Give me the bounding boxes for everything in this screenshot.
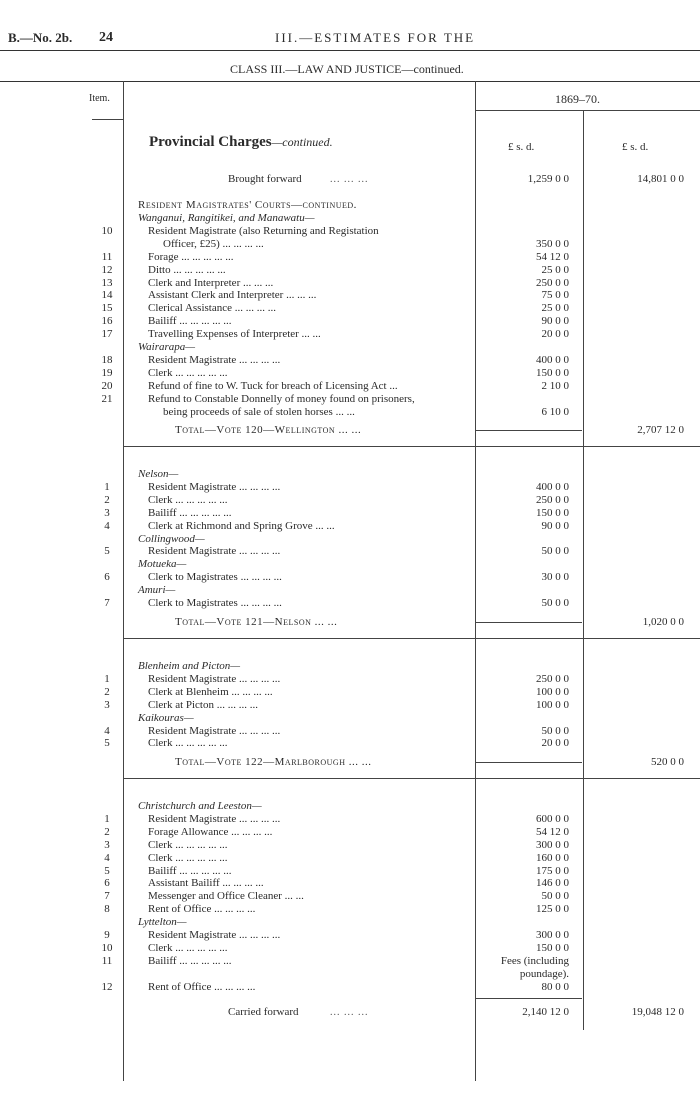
currency-header-right: £ s. d. bbox=[622, 141, 649, 153]
item-amount: 400 0 0 bbox=[536, 480, 569, 493]
item-description: Resident Magistrate ... ... ... ... bbox=[148, 929, 281, 941]
item-description: Forage ... ... ... ... ... bbox=[148, 250, 234, 263]
table-row bbox=[0, 380, 700, 393]
table-row bbox=[0, 865, 700, 878]
item-description: Resident Magistrate ... ... ... ... bbox=[148, 353, 281, 366]
item-number: 2 bbox=[104, 685, 110, 698]
item-description: Resident Magistrate ... ... ... ... bbox=[148, 545, 281, 558]
item-number: 3 bbox=[104, 506, 110, 519]
item-description: Forage Allowance ... ... ... ... bbox=[148, 825, 273, 838]
item-number: 10 bbox=[101, 941, 113, 954]
item-number: 1 bbox=[104, 672, 110, 685]
brought-forward-row bbox=[0, 173, 700, 186]
location-heading: Collingwood— bbox=[138, 532, 205, 545]
table-row bbox=[0, 916, 700, 929]
item-description: Rent of Office ... ... ... ... bbox=[148, 980, 256, 993]
item-amount: 25 0 0 bbox=[541, 263, 569, 276]
item-description: Travelling Expenses of Interpreter ... ... bbox=[148, 328, 321, 341]
item-amount: 20 0 0 bbox=[541, 328, 569, 341]
item-amount: 150 0 0 bbox=[536, 506, 569, 519]
section-title-suffix: —continued. bbox=[271, 135, 333, 149]
table-row bbox=[0, 942, 700, 955]
item-description: Clerk ... ... ... ... ... bbox=[148, 737, 228, 750]
item-description: Bailiff ... ... ... ... ... bbox=[148, 954, 232, 967]
vote-total-label: Total—Vote 122—Marlborough ... ... bbox=[175, 756, 372, 769]
item-amount: 100 0 0 bbox=[536, 685, 569, 698]
item-description: Clerk ... ... ... ... ... bbox=[148, 493, 228, 506]
table-row bbox=[0, 597, 700, 610]
item-amount: 175 0 0 bbox=[536, 864, 569, 877]
item-description: Bailiff ... ... ... ... ... bbox=[148, 864, 232, 877]
item-amount: 125 0 0 bbox=[536, 903, 569, 916]
vote-total-amount: 520 0 0 bbox=[651, 756, 684, 769]
item-amount: 100 0 0 bbox=[536, 698, 569, 711]
table-row bbox=[0, 289, 700, 302]
table-row bbox=[0, 264, 700, 277]
item-amount: 350 0 0 bbox=[536, 237, 569, 250]
item-amount: 50 0 0 bbox=[541, 545, 569, 558]
item-description: Messenger and Office Cleaner ... ... bbox=[148, 890, 304, 903]
location-heading: Nelson— bbox=[138, 468, 179, 480]
item-number: 7 bbox=[104, 890, 110, 903]
table-row bbox=[0, 367, 700, 380]
item-description: Clerk at Richmond and Spring Grove ... ... bbox=[148, 519, 335, 532]
item-description: Officer, £25) ... ... ... ... bbox=[163, 237, 264, 250]
item-number: 4 bbox=[104, 851, 110, 864]
location-heading: Lyttelton— bbox=[138, 916, 187, 929]
item-description: Resident Magistrate ... ... ... ... bbox=[148, 672, 281, 685]
item-description: Clerk at Picton ... ... ... ... bbox=[148, 698, 258, 711]
page-number: 24 bbox=[99, 30, 113, 45]
item-amount: 6 10 0 bbox=[541, 405, 569, 418]
item-number: 2 bbox=[104, 493, 110, 506]
item-description: Bailiff ... ... ... ... ... bbox=[148, 506, 232, 519]
item-description: Assistant Clerk and Interpreter ... ... ... bbox=[148, 289, 317, 302]
item-number: 1 bbox=[104, 480, 110, 493]
table-row bbox=[0, 406, 700, 419]
page-title: III.—ESTIMATES FOR THE bbox=[275, 30, 476, 45]
item-number: 1 bbox=[104, 812, 110, 825]
item-amount: 54 12 0 bbox=[536, 825, 569, 838]
year-header: 1869–70. bbox=[555, 92, 600, 106]
item-description: Clerk ... ... ... ... ... bbox=[148, 838, 228, 851]
item-number: 17 bbox=[101, 328, 113, 341]
item-amount: 2 10 0 bbox=[541, 379, 569, 392]
carried-forward-amount: 2,140 12 0 bbox=[522, 1006, 569, 1018]
item-number: 4 bbox=[104, 519, 110, 532]
table-row bbox=[0, 800, 700, 813]
item-number: 20 bbox=[101, 379, 113, 392]
item-number: 18 bbox=[101, 353, 113, 366]
item-number: 5 bbox=[104, 864, 110, 877]
brought-forward-dots: ... ... ... bbox=[330, 174, 369, 185]
brought-forward-total: 14,801 0 0 bbox=[637, 173, 684, 185]
item-number: 13 bbox=[101, 276, 113, 289]
vote-total-rule bbox=[476, 762, 582, 763]
item-number: 10 bbox=[101, 224, 113, 237]
table-row bbox=[0, 507, 700, 520]
header-rule bbox=[0, 50, 700, 51]
table-top-rule bbox=[0, 81, 700, 82]
item-number: 12 bbox=[101, 980, 113, 993]
table-row bbox=[0, 981, 700, 994]
item-number: 6 bbox=[104, 571, 110, 584]
item-number: 21 bbox=[101, 392, 113, 405]
table-row bbox=[0, 354, 700, 367]
table-row bbox=[0, 813, 700, 826]
carried-forward-dots: ... ... ... bbox=[330, 1007, 369, 1018]
vote-separator bbox=[123, 778, 700, 779]
item-amount: 600 0 0 bbox=[536, 812, 569, 825]
location-heading: Kaikouras— bbox=[138, 711, 194, 724]
table-row bbox=[0, 225, 700, 238]
item-description: Clerical Assistance ... ... ... ... bbox=[148, 302, 277, 315]
item-amount: 90 0 0 bbox=[541, 519, 569, 532]
table-row bbox=[0, 328, 700, 341]
item-number: 16 bbox=[101, 315, 113, 328]
item-number: 3 bbox=[104, 698, 110, 711]
item-amount: 25 0 0 bbox=[541, 302, 569, 315]
item-amount: 50 0 0 bbox=[541, 597, 569, 609]
document-reference: B.—No. 2b. bbox=[8, 30, 73, 45]
location-heading: Wairarapa— bbox=[138, 341, 196, 353]
item-number: 5 bbox=[104, 545, 110, 558]
item-number: 2 bbox=[104, 825, 110, 838]
item-number: 14 bbox=[101, 289, 113, 302]
carried-forward-label: Carried forward bbox=[228, 1006, 299, 1018]
item-number: 4 bbox=[104, 724, 110, 737]
vote-total-row bbox=[0, 616, 700, 629]
item-amount: poundage). bbox=[519, 967, 569, 980]
table-row bbox=[0, 393, 700, 406]
section-title bbox=[149, 134, 333, 151]
table-row bbox=[0, 494, 700, 507]
rm-heading: Resident Magistrates' Courts—continued. bbox=[138, 199, 357, 211]
table-row bbox=[0, 558, 700, 571]
item-number: 9 bbox=[104, 929, 110, 941]
item-description: Refund to Constable Donnelly of money found on prisoners, bbox=[148, 392, 415, 405]
item-number: 11 bbox=[101, 954, 113, 967]
item-number: 3 bbox=[104, 838, 110, 851]
item-number: 5 bbox=[104, 737, 110, 750]
item-amount: 54 12 0 bbox=[536, 250, 569, 263]
table-row bbox=[0, 277, 700, 290]
table-row bbox=[0, 315, 700, 328]
item-description: Ditto ... ... ... ... ... bbox=[148, 263, 226, 276]
table-row bbox=[0, 533, 700, 546]
table-row bbox=[0, 468, 700, 481]
item-number: 15 bbox=[101, 302, 113, 315]
table-row bbox=[0, 686, 700, 699]
item-amount: 80 0 0 bbox=[541, 980, 569, 993]
item-number: 11 bbox=[101, 250, 113, 263]
table-row bbox=[0, 712, 700, 725]
carried-forward-total: 19,048 12 0 bbox=[631, 1006, 684, 1018]
item-description: being proceeds of sale of stolen horses ... ... bbox=[163, 405, 355, 418]
item-amount: 250 0 0 bbox=[536, 493, 569, 506]
item-description: Clerk ... ... ... ... ... bbox=[148, 941, 228, 954]
item-amount: 50 0 0 bbox=[541, 724, 569, 737]
item-description: Resident Magistrate ... ... ... ... bbox=[148, 812, 281, 825]
vote-total-rule bbox=[476, 622, 582, 623]
item-number: 8 bbox=[104, 903, 110, 916]
item-amount: 20 0 0 bbox=[541, 737, 569, 750]
table-row bbox=[0, 673, 700, 686]
item-amount: Fees (including bbox=[500, 954, 569, 967]
table-row bbox=[0, 839, 700, 852]
table-row bbox=[0, 737, 700, 750]
vote-separator bbox=[123, 446, 700, 447]
item-description: Clerk ... ... ... ... ... bbox=[148, 851, 228, 864]
vote-total-amount: 1,020 0 0 bbox=[642, 615, 684, 628]
table-row bbox=[0, 699, 700, 712]
location-heading: Christchurch and Leeston— bbox=[138, 800, 262, 812]
item-description: Resident Magistrate (also Returning and Registation bbox=[148, 224, 379, 237]
table-row bbox=[0, 725, 700, 738]
item-amount: 300 0 0 bbox=[536, 838, 569, 851]
vote-separator bbox=[123, 638, 700, 639]
vote-total-label: Total—Vote 120—Wellington ... ... bbox=[175, 424, 362, 437]
item-description: Refund of fine to W. Tuck for breach of Licensing Act ... bbox=[148, 379, 398, 392]
item-amount: 150 0 0 bbox=[536, 366, 569, 379]
carried-forward-rule bbox=[476, 998, 582, 999]
currency-header-left: £ s. d. bbox=[508, 141, 535, 153]
item-description: Clerk to Magistrates ... ... ... ... bbox=[148, 571, 282, 584]
class-title: CLASS III.—LAW AND JUSTICE—continued. bbox=[230, 62, 464, 76]
item-amount: 300 0 0 bbox=[536, 929, 569, 941]
table-row bbox=[0, 877, 700, 890]
item-description: Assistant Bailiff ... ... ... ... bbox=[148, 877, 264, 890]
table-row bbox=[0, 545, 700, 558]
table-row bbox=[0, 251, 700, 264]
item-number: 19 bbox=[101, 366, 113, 379]
item-amount: 146 0 0 bbox=[536, 877, 569, 890]
item-amount: 75 0 0 bbox=[541, 289, 569, 302]
item-amount: 250 0 0 bbox=[536, 276, 569, 289]
table-row bbox=[0, 341, 700, 354]
vote-total-amount: 2,707 12 0 bbox=[637, 424, 684, 437]
item-amount: 150 0 0 bbox=[536, 941, 569, 954]
table-row bbox=[0, 238, 700, 251]
item-column-header: Item. bbox=[89, 93, 110, 104]
item-amount: 160 0 0 bbox=[536, 851, 569, 864]
vote-total-row bbox=[0, 424, 700, 437]
item-description: Rent of Office ... ... ... ... bbox=[148, 903, 256, 916]
table-row bbox=[0, 852, 700, 865]
table-row bbox=[0, 903, 700, 916]
item-description: Clerk and Interpreter ... ... ... bbox=[148, 276, 274, 289]
table-row bbox=[0, 826, 700, 839]
item-amount: 90 0 0 bbox=[541, 315, 569, 328]
item-number: 7 bbox=[104, 597, 110, 609]
item-description: Bailiff ... ... ... ... ... bbox=[148, 315, 232, 328]
table-row bbox=[0, 584, 700, 597]
table-row bbox=[0, 481, 700, 494]
table-row bbox=[0, 955, 700, 968]
item-description: Clerk ... ... ... ... ... bbox=[148, 366, 228, 379]
item-amount: 400 0 0 bbox=[536, 353, 569, 366]
section-title-text: Provincial Charges bbox=[149, 134, 272, 150]
table-row bbox=[0, 890, 700, 903]
location-heading: Wanganui, Rangitikei, and Manawatu— bbox=[138, 212, 315, 224]
table-row bbox=[0, 302, 700, 315]
item-header-rule bbox=[92, 119, 123, 120]
item-number: 6 bbox=[104, 877, 110, 890]
table-row bbox=[0, 520, 700, 533]
item-number: 12 bbox=[101, 263, 113, 276]
table-row bbox=[0, 929, 700, 942]
location-heading: Amuri— bbox=[138, 584, 176, 597]
brought-forward-amount: 1,259 0 0 bbox=[527, 173, 569, 185]
vote-total-rule bbox=[476, 430, 582, 431]
table-row bbox=[0, 660, 700, 673]
rm-heading-row bbox=[0, 199, 700, 212]
vote-total-row bbox=[0, 756, 700, 769]
item-amount: 30 0 0 bbox=[541, 571, 569, 584]
item-amount: 250 0 0 bbox=[536, 672, 569, 685]
brought-forward-label: Brought forward bbox=[228, 173, 302, 185]
item-amount: 50 0 0 bbox=[541, 890, 569, 903]
carried-forward-row bbox=[0, 1006, 700, 1019]
location-heading: Motueka— bbox=[138, 558, 187, 571]
vote-total-label: Total—Vote 121—Nelson ... ... bbox=[175, 615, 338, 628]
year-header-rule bbox=[476, 110, 700, 111]
table-row bbox=[0, 968, 700, 981]
item-description: Resident Magistrate ... ... ... ... bbox=[148, 480, 281, 493]
location-heading: Blenheim and Picton— bbox=[138, 660, 241, 672]
item-description: Clerk to Magistrates ... ... ... ... bbox=[148, 597, 282, 609]
table-row bbox=[0, 571, 700, 584]
table-row bbox=[0, 212, 700, 225]
item-description: Clerk at Blenheim ... ... ... ... bbox=[148, 685, 273, 698]
item-description: Resident Magistrate ... ... ... ... bbox=[148, 724, 281, 737]
